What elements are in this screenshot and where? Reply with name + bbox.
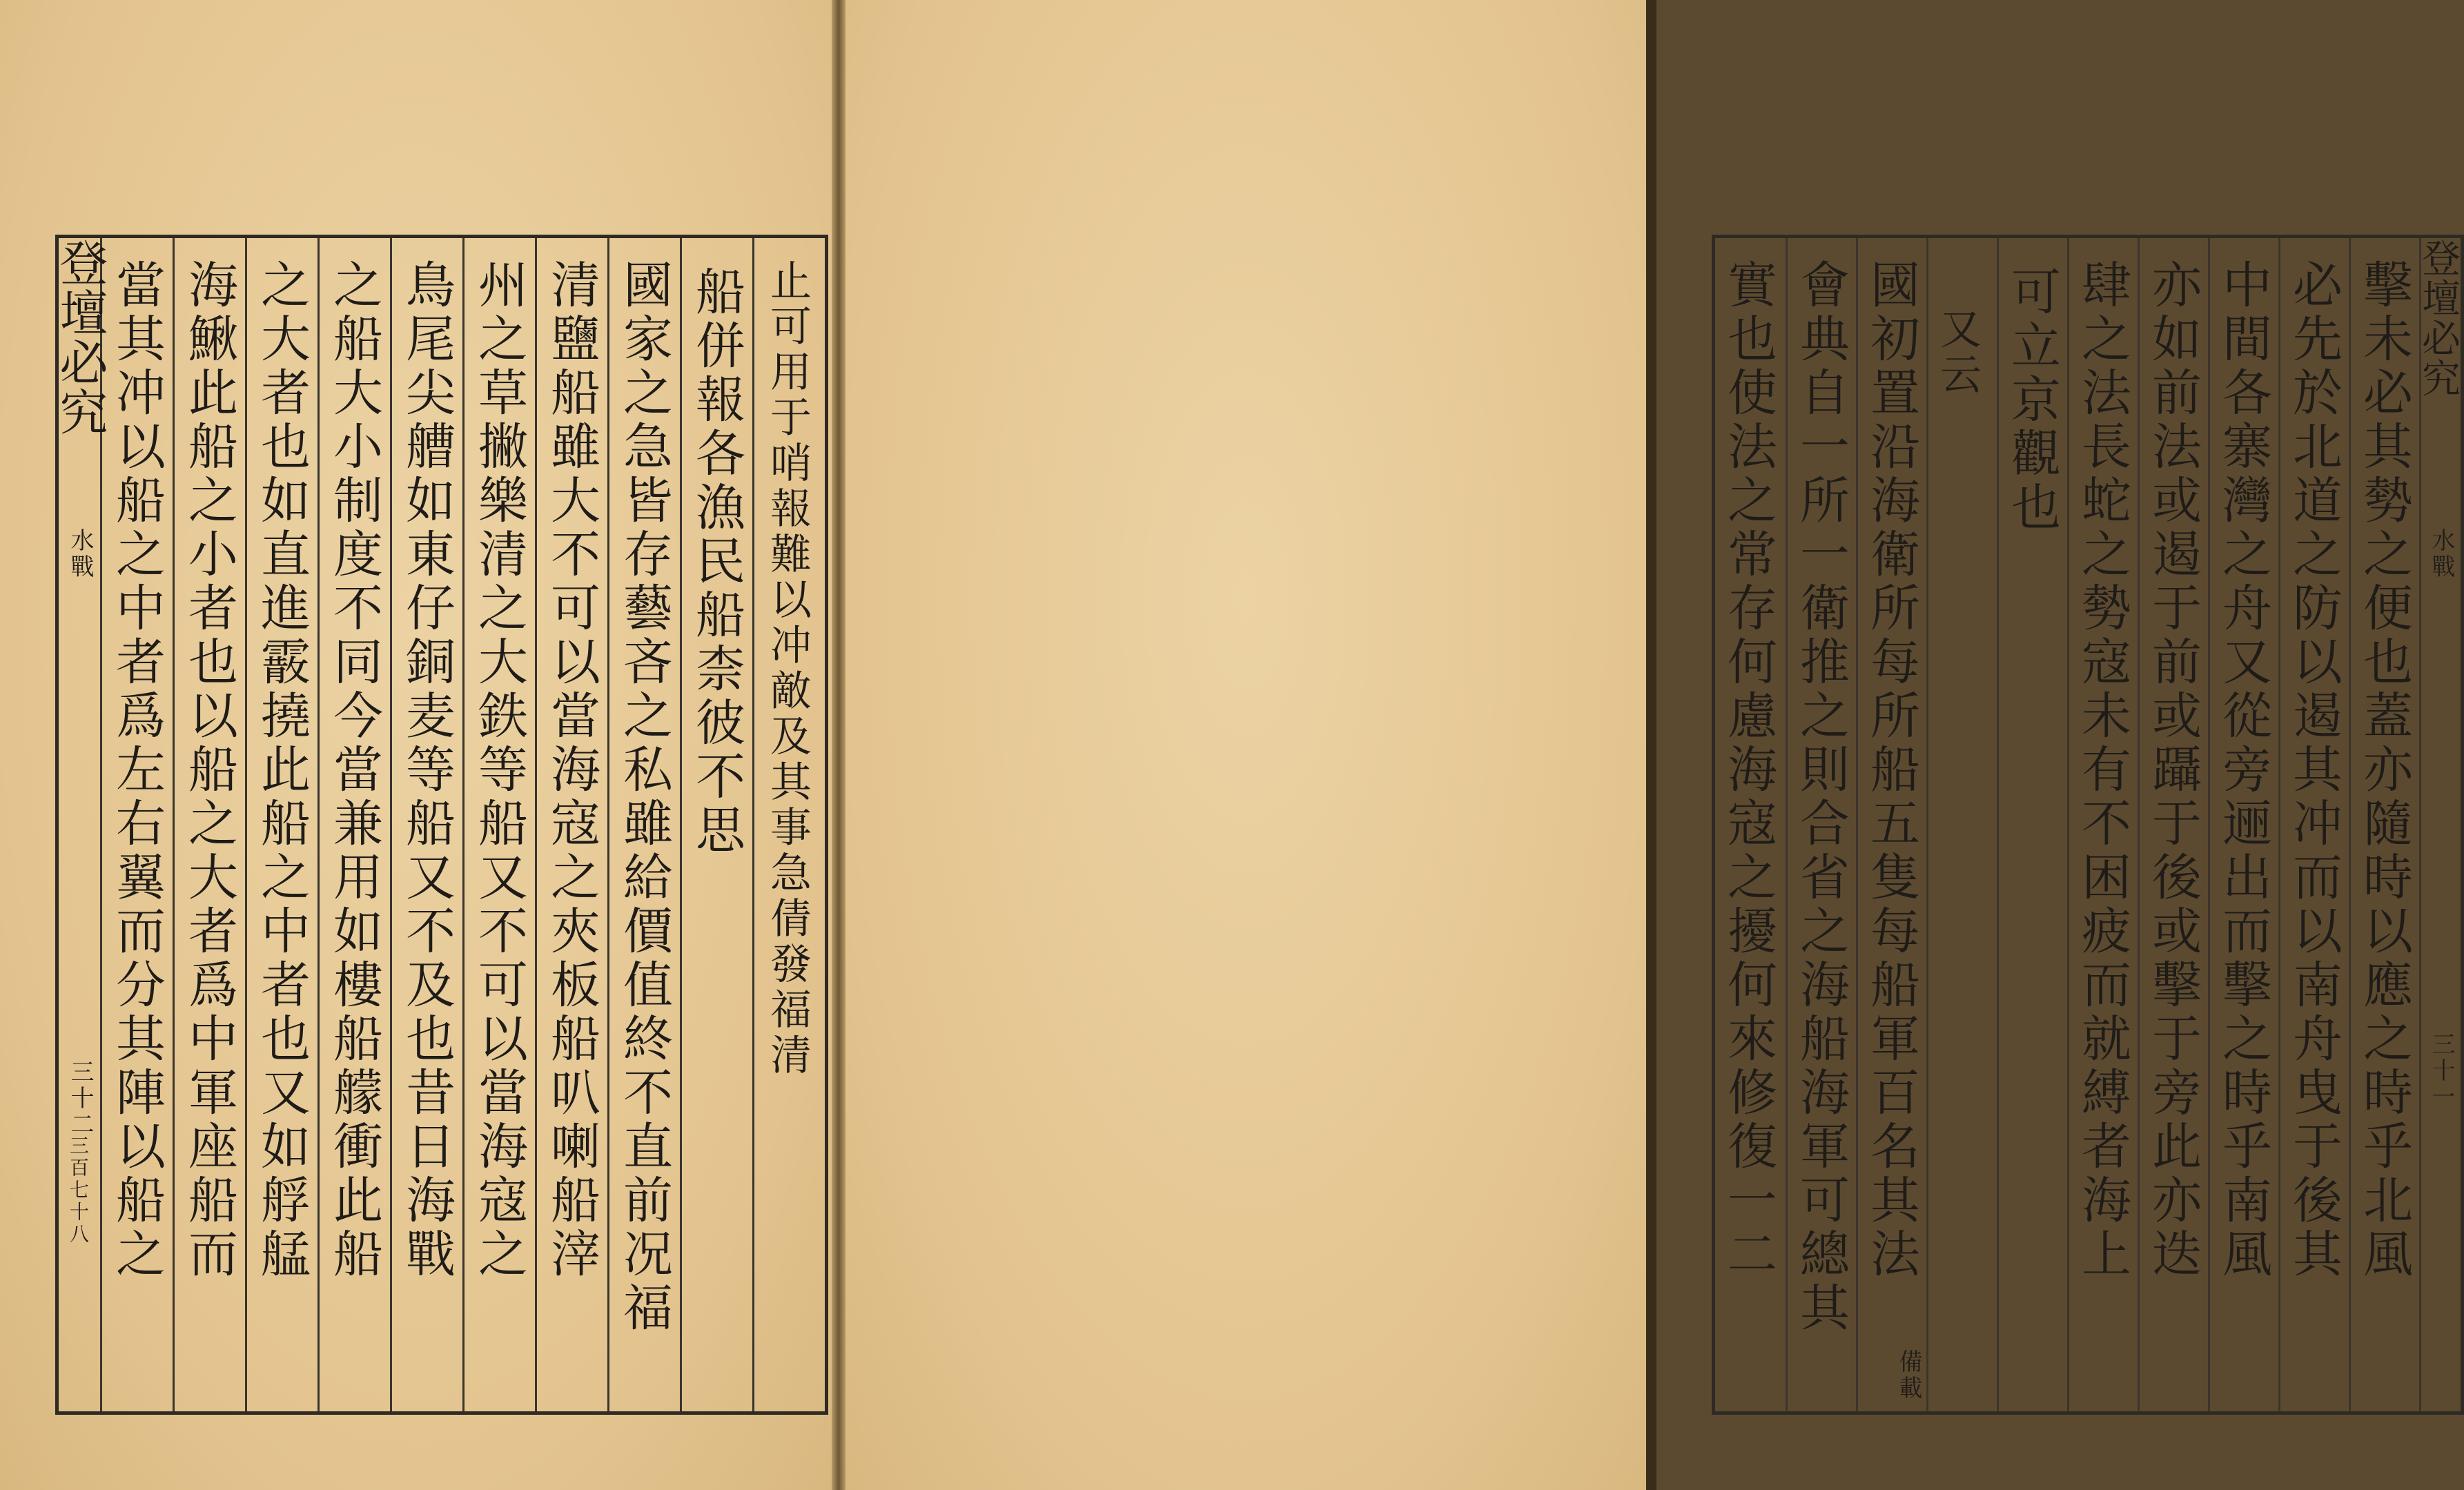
left-page [0, 0, 832, 1490]
left-column-text-9: 海鰍此船之小者也以船之大者爲中軍座船而 [180, 259, 238, 1282]
right-col-7 [1926, 238, 1997, 1411]
right-col-10 [1715, 238, 1786, 1411]
right-column-text-10: 實也使法之常存何慮海寇之擾何來修復一二 [1719, 259, 1777, 1282]
left-col-5 [462, 238, 535, 1411]
left-column-text-3: 國家之急皆存藝吝之私雖給價值終不直前况福 [615, 259, 673, 1335]
left-col-3 [607, 238, 680, 1411]
left-col-2 [680, 238, 752, 1411]
right-column-text-1: 擊未必其勢之便也蓋亦隨時以應之時乎北風 [2355, 259, 2413, 1282]
left-column-text-6: 鳥尾尖艚如東仔銅麦等船又不及也昔日海戰 [398, 259, 456, 1282]
left-col-6 [390, 238, 462, 1411]
left-column-text-5: 州之草撇樂清之大鉄等船又不可以當海寇之 [470, 259, 528, 1282]
right-col-1 [2349, 238, 2419, 1411]
small-annotation: 備載 [1895, 1349, 1922, 1402]
book-spine [832, 0, 845, 1490]
left-column-text-2: 船併報各漁民船柰彼不思 [687, 266, 745, 858]
left-book-title: 登壇必究 [52, 238, 108, 437]
left-folio: 三十二 [66, 1059, 94, 1138]
right-col-3 [2208, 238, 2278, 1411]
left-column-text-10: 當其冲以船之中者爲左右翼而分其陣以船之 [108, 259, 166, 1282]
left-col-10 [100, 238, 173, 1411]
left-col-7 [317, 238, 390, 1411]
left-margin-column [52, 238, 108, 1411]
right-folio: 三十一 [2427, 1032, 2455, 1110]
left-col-1 [752, 238, 825, 1411]
right-column-text-5: 肆之法長蛇之勢寇未有不困疲而就縛者海上 [2073, 259, 2131, 1282]
left-col-9 [173, 238, 245, 1411]
right-col-6 [1997, 238, 2067, 1411]
right-column-text-4: 亦如前法或遏于前或躡于後或擊于旁此亦迭 [2144, 259, 2202, 1282]
right-column-text-3: 中間各寨灣之舟又從旁逦出而擊之時乎南風 [2214, 259, 2272, 1282]
right-col-8 [1856, 238, 1926, 1411]
right-column-text-6: 可立京觀也 [2003, 266, 2061, 535]
left-page-number: 三百七十八 [67, 1135, 90, 1246]
book-edge [1646, 0, 1656, 1490]
right-column-text-7: 又云 [1933, 307, 1982, 398]
right-book-title: 登壇必究 [2416, 238, 2461, 398]
left-col-4 [535, 238, 607, 1411]
right-column-text-9: 會典自一所一衛推之則合省之海船海軍可總其 [1792, 259, 1850, 1335]
right-col-2 [2278, 238, 2349, 1411]
left-column-text-7: 之船大小制度不同今當兼用如樓船艨衝此船 [325, 259, 383, 1282]
right-section-label: 水戰 [2427, 528, 2455, 580]
right-col-4 [2138, 238, 2208, 1411]
left-column-text-1: 止可用于哨報難以冲敵及其事急倩發福清 [763, 259, 812, 1079]
left-column-text-8: 之大者也如直進霰撓此船之中者也又如艀艋 [253, 259, 311, 1282]
right-margin-column [2416, 238, 2461, 1411]
right-column-text-2: 必先於北道之防以遏其冲而以南舟曳于後其 [2285, 259, 2343, 1282]
left-column-text-4: 清鹽船雖大不可以當海寇之夾板船叭喇船滓 [542, 259, 600, 1282]
right-page-frame [1712, 235, 2464, 1415]
right-col-5 [2067, 238, 2138, 1411]
right-column-text-8: 國初置沿海衛所每所船五隻每船軍百名其法 [1862, 259, 1920, 1282]
right-page [845, 0, 2461, 1490]
right-col-9 [1786, 238, 1856, 1411]
left-col-8 [245, 238, 317, 1411]
left-page-frame [52, 235, 828, 1415]
left-section-label: 水戰 [66, 528, 94, 580]
